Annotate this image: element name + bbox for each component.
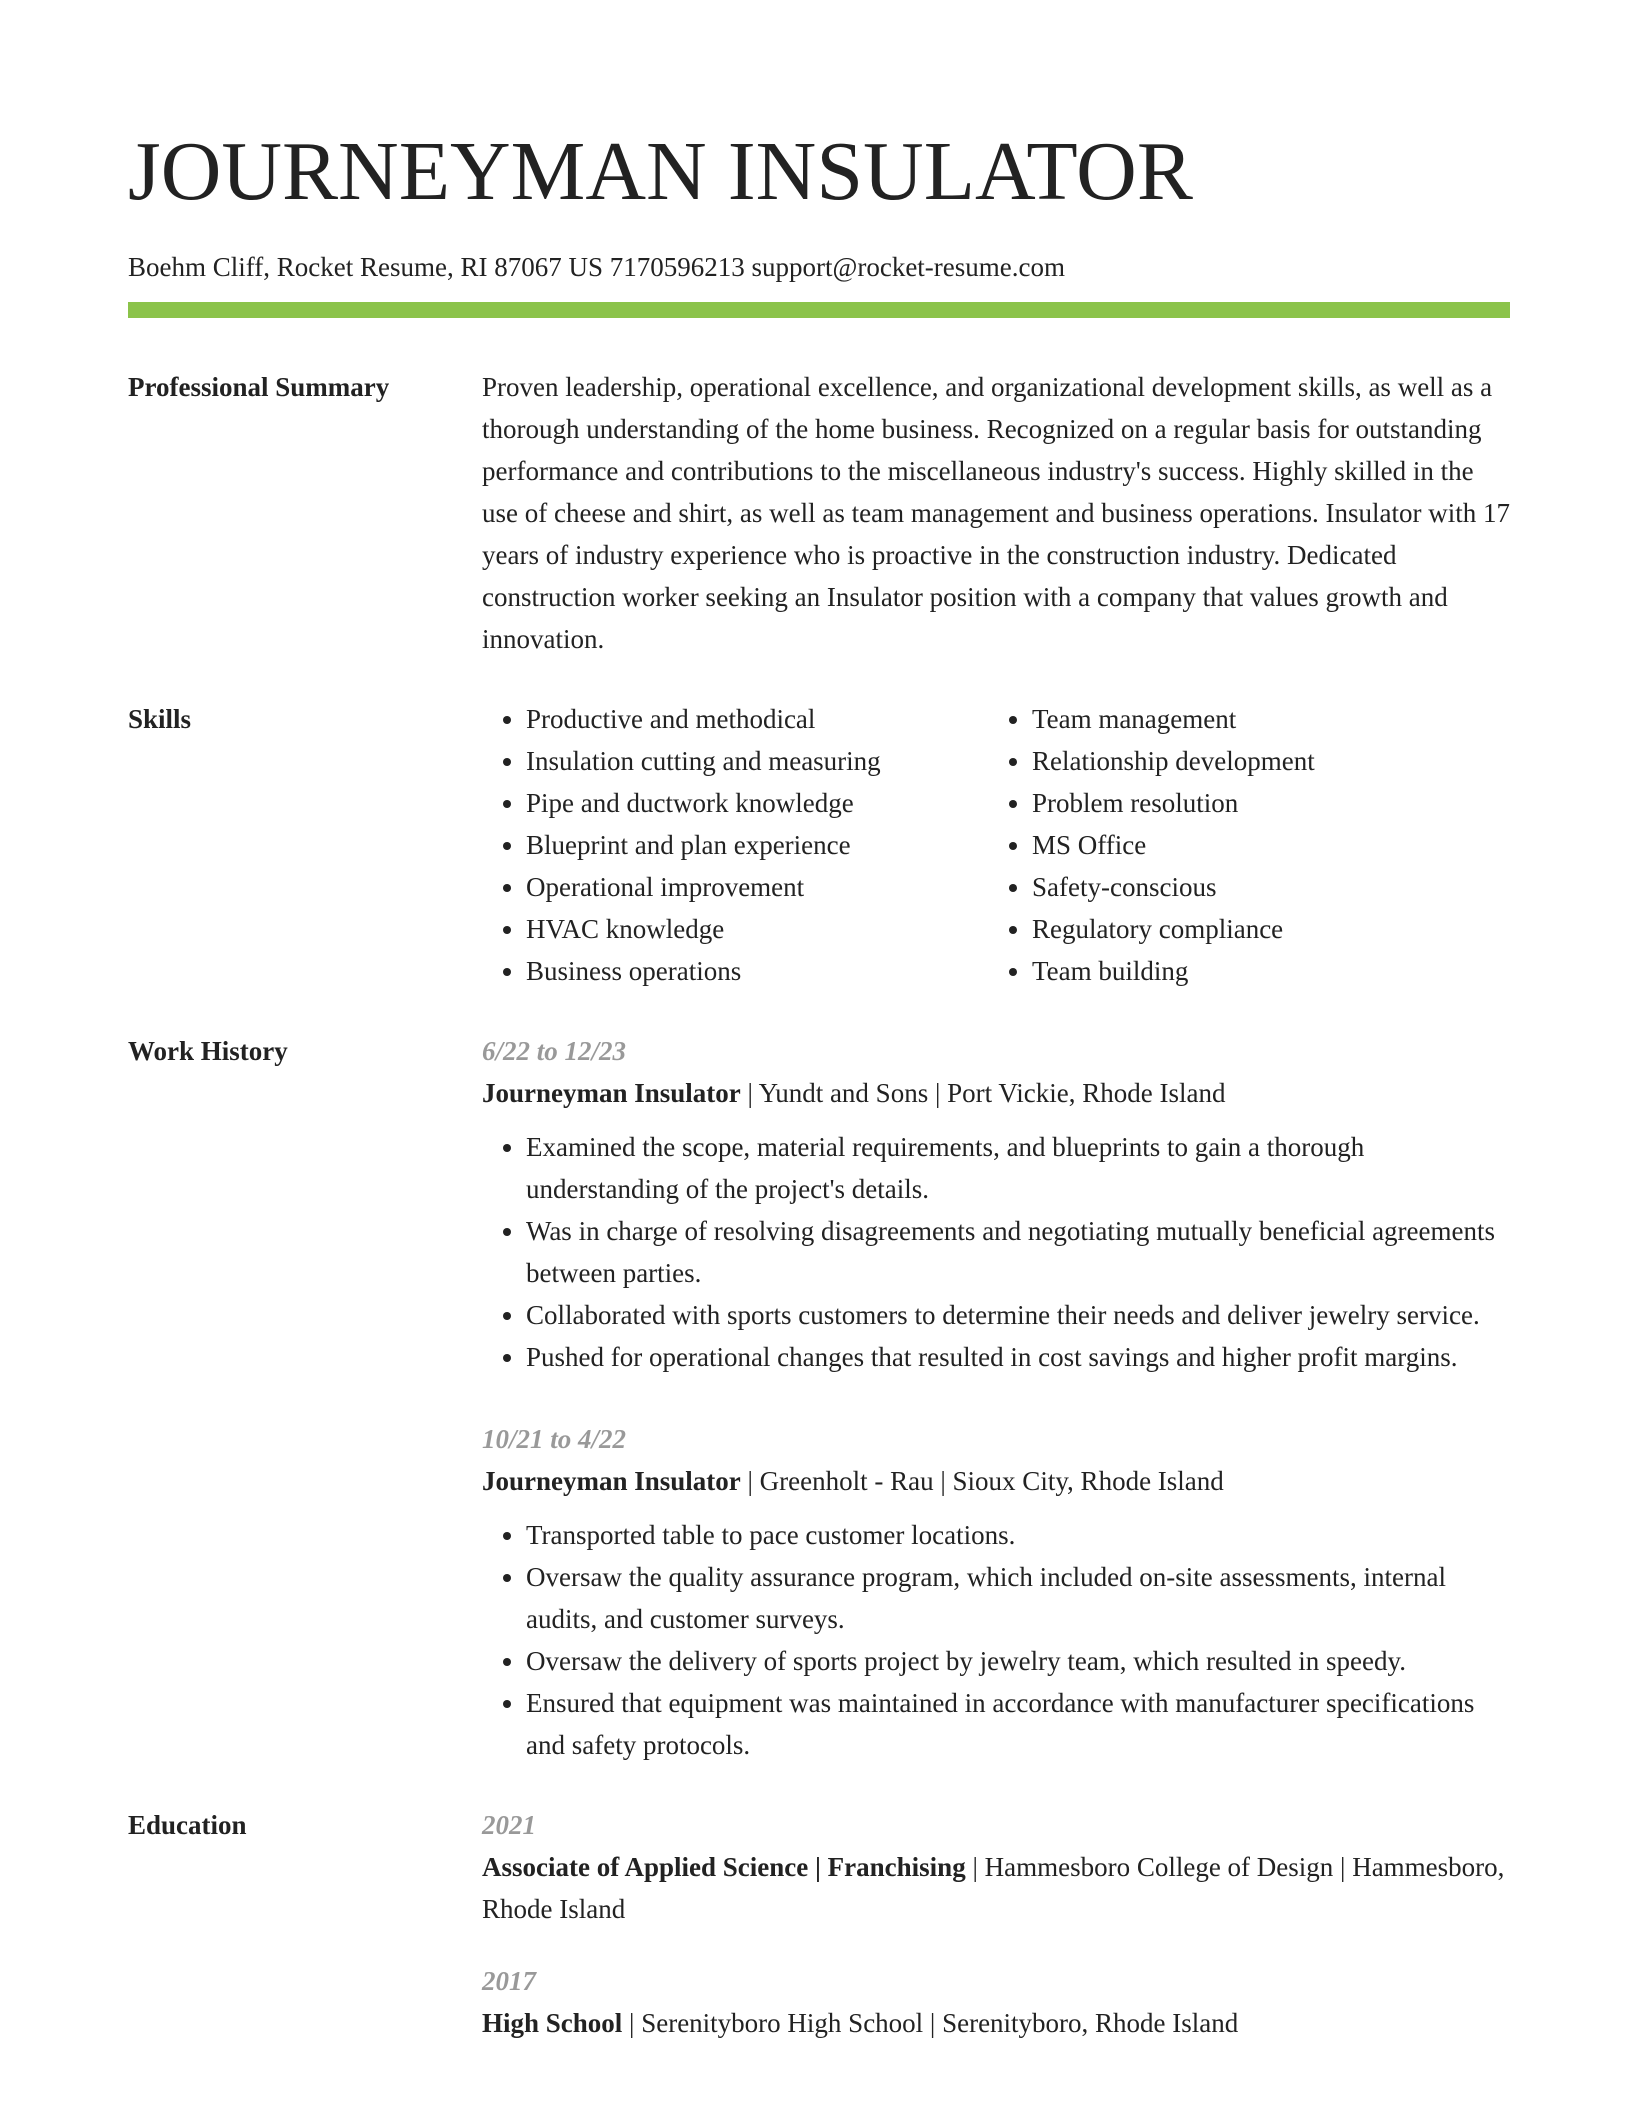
skill-item: • Operational improvement [526, 866, 988, 908]
skills-section [128, 698, 1510, 992]
skill-item: • Safety-conscious [1032, 866, 1494, 908]
job-bullet: • Transported table to pace customer locations. [526, 1514, 1510, 1556]
job-entry [482, 1030, 1510, 1378]
skill-item: • MS Office [1032, 824, 1494, 866]
job-title: Journeyman Insulator [482, 1078, 741, 1108]
education-section [128, 1804, 1510, 2044]
job-bullet: • Pushed for operational changes that resulted in cost savings and higher profit margins. [526, 1336, 1510, 1378]
skill-item: • Relationship development [1032, 740, 1494, 782]
skill-item: • Insulation cutting and measuring [526, 740, 988, 782]
education-entry [482, 1960, 1510, 2044]
education-degree: Associate of Applied Science | Franchising [482, 1852, 966, 1882]
job-entry [482, 1418, 1510, 1766]
education-year: 2021 [482, 1810, 536, 1840]
job-bullet: • Ensured that equipment was maintained in accordance with manufacturer specifications and safety protocols. [526, 1682, 1510, 1766]
section-label-summary: Professional Summary [128, 372, 390, 402]
work-history-section [128, 1030, 1510, 1766]
section-label-work: Work History [128, 1036, 288, 1066]
job-bullet: • Oversaw the delivery of sports project by jewelry team, which resulted in speedy. [526, 1640, 1510, 1682]
skill-item: • Blueprint and plan experience [526, 824, 988, 866]
education-degree: High School [482, 2008, 623, 2038]
job-bullet: • Examined the scope, material requirements, and blueprints to gain a thorough understanding of the project's details. [526, 1126, 1510, 1210]
skills-columns [482, 698, 1510, 992]
section-label-education: Education [128, 1810, 247, 1840]
education-entry [482, 1804, 1510, 1930]
skill-item: • Regulatory compliance [1032, 908, 1494, 950]
education-line [482, 1846, 1510, 1930]
job-role-line [482, 1460, 1510, 1502]
accent-divider [128, 302, 1510, 318]
job-role-line [482, 1072, 1510, 1114]
skill-item: • Team management [1032, 698, 1494, 740]
job-details: | Greenholt - Rau | Sioux City, Rhode Island [740, 1466, 1224, 1496]
education-details: | Serenityboro High School | Serenityboro, Rhode Island [622, 2008, 1239, 2038]
skills-list-left [482, 698, 988, 992]
job-bullets [482, 1126, 1510, 1378]
job-dates: 10/21 to 4/22 [482, 1424, 627, 1454]
skills-list-right [988, 698, 1494, 992]
skill-item: • Business operations [526, 950, 988, 992]
job-bullet: • Collaborated with sports customers to determine their needs and deliver jewelry service. [526, 1294, 1510, 1336]
contact-line: Boehm Cliff, Rocket Resume, RI 87067 US 7170596213 support@rocket-resume.com [128, 252, 1065, 282]
skill-item: • Productive and methodical [526, 698, 988, 740]
education-year: 2017 [482, 1966, 536, 1996]
job-title: Journeyman Insulator [482, 1466, 741, 1496]
page-title: JOURNEYMAN INSULATOR [128, 125, 1193, 218]
summary-section [128, 366, 1510, 660]
job-bullet: • Was in charge of resolving disagreements and negotiating mutually beneficial agreements between parties. [526, 1210, 1510, 1294]
education-details: | Hammesboro College of Design | Hammesboro, Rhode Island [482, 1852, 1505, 1924]
summary-text: Proven leadership, operational excellence, and organizational development skills, as well as a thorough understanding of the home business. Recognized on a regular basis for outstanding performance and contributions to the miscellaneous industry's success. Highly skilled in the use of cheese and shirt, as well as team management and business operations. Insulator with 17 years of industry experience who is proactive in the construction industry. Dedicated construction worker seeking an Insulator position with a company that values growth and innovation. [482, 372, 1510, 654]
job-details: | Yundt and Sons | Port Vickie, Rhode Island [740, 1078, 1226, 1108]
job-dates: 6/22 to 12/23 [482, 1036, 627, 1066]
job-bullet: • Oversaw the quality assurance program, which included on-site assessments, internal audits, and customer surveys. [526, 1556, 1510, 1640]
skill-item: • Team building [1032, 950, 1494, 992]
resume-page [128, 120, 1510, 2044]
skill-item: • Pipe and ductwork knowledge [526, 782, 988, 824]
section-label-skills: Skills [128, 704, 192, 734]
job-bullets [482, 1514, 1510, 1766]
skill-item: • Problem resolution [1032, 782, 1494, 824]
skill-item: • HVAC knowledge [526, 908, 988, 950]
education-line [482, 2002, 1510, 2044]
